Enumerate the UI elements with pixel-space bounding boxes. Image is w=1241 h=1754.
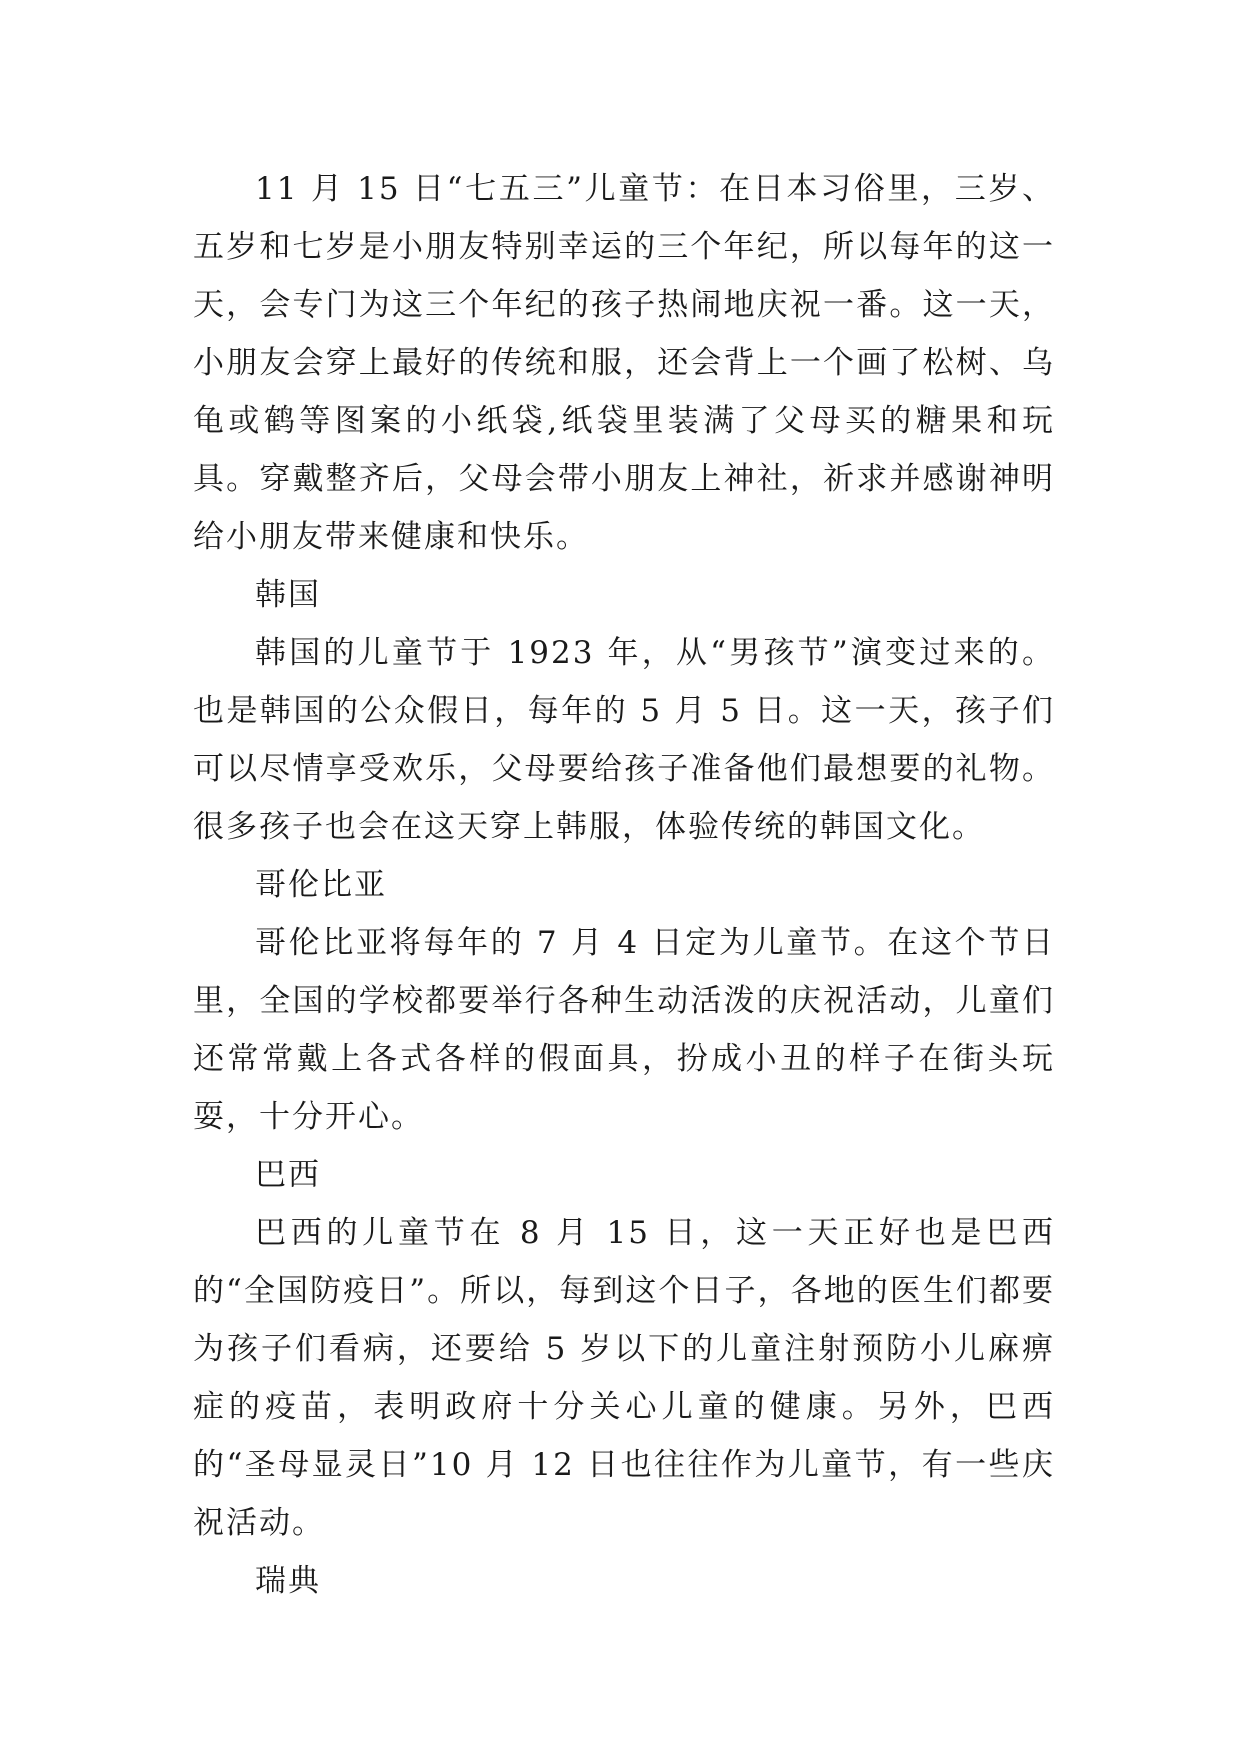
paragraph-colombia: 哥伦比亚将每年的 7 月 4 日定为儿童节。在这个节日里，全国的学校都要举行各种生动活泼的庆祝活动，儿童们还常常戴上各式各样的假面具，扮成小丑的样子在街头玩耍，十分开心。 [193,925,1055,1135]
paragraph-japan-shichigosan: 11 月 15 日“七五三”儿童节：在日本习俗里，三岁、五岁和七岁是小朋友特别幸运的三个年纪，所以每年的这一天，会专门为这三个年纪的孩子热闹地庆祝一番。这一天，小朋友会穿上最好的传统和服，还会背上一个画了松树、乌龟或鹤等图案的小纸袋,纸袋里装满了父母买的糖果和玩具。穿戴整齐后，父母会带小朋友上神社，祈求并感谢神明给小朋友带来健康和快乐。 [193,171,1055,555]
paragraph-korea: 韩国的儿童节于 1923 年，从“男孩节”演变过来的。也是韩国的公众假日，每年的 5 月 5 日。这一天，孩子们可以尽情享受欢乐，父母要给孩子准备他们最想要的礼物。很多孩子也会在这天穿上韩服，体验传统的韩国文化。 [193,635,1055,845]
paragraph-brazil: 巴西的儿童节在 8 月 15 日，这一天正好也是巴西的“全国防疫日”。所以，每到这个日子，各地的医生们都要为孩子们看病，还要给 5 岁以下的儿童注射预防小儿麻痹症的疫苗，表明政府十分关心儿童的健康。另外，巴西的“圣母显灵日”10 月 12 日也往往作为儿童节，有一些庆祝活动。 [193,1215,1055,1541]
heading-brazil: 巴西 [255,1157,321,1193]
heading-sweden: 瑞典 [255,1563,321,1599]
heading-korea: 韩国 [255,577,321,613]
heading-colombia: 哥伦比亚 [255,867,387,903]
document-body [193,160,1055,1610]
